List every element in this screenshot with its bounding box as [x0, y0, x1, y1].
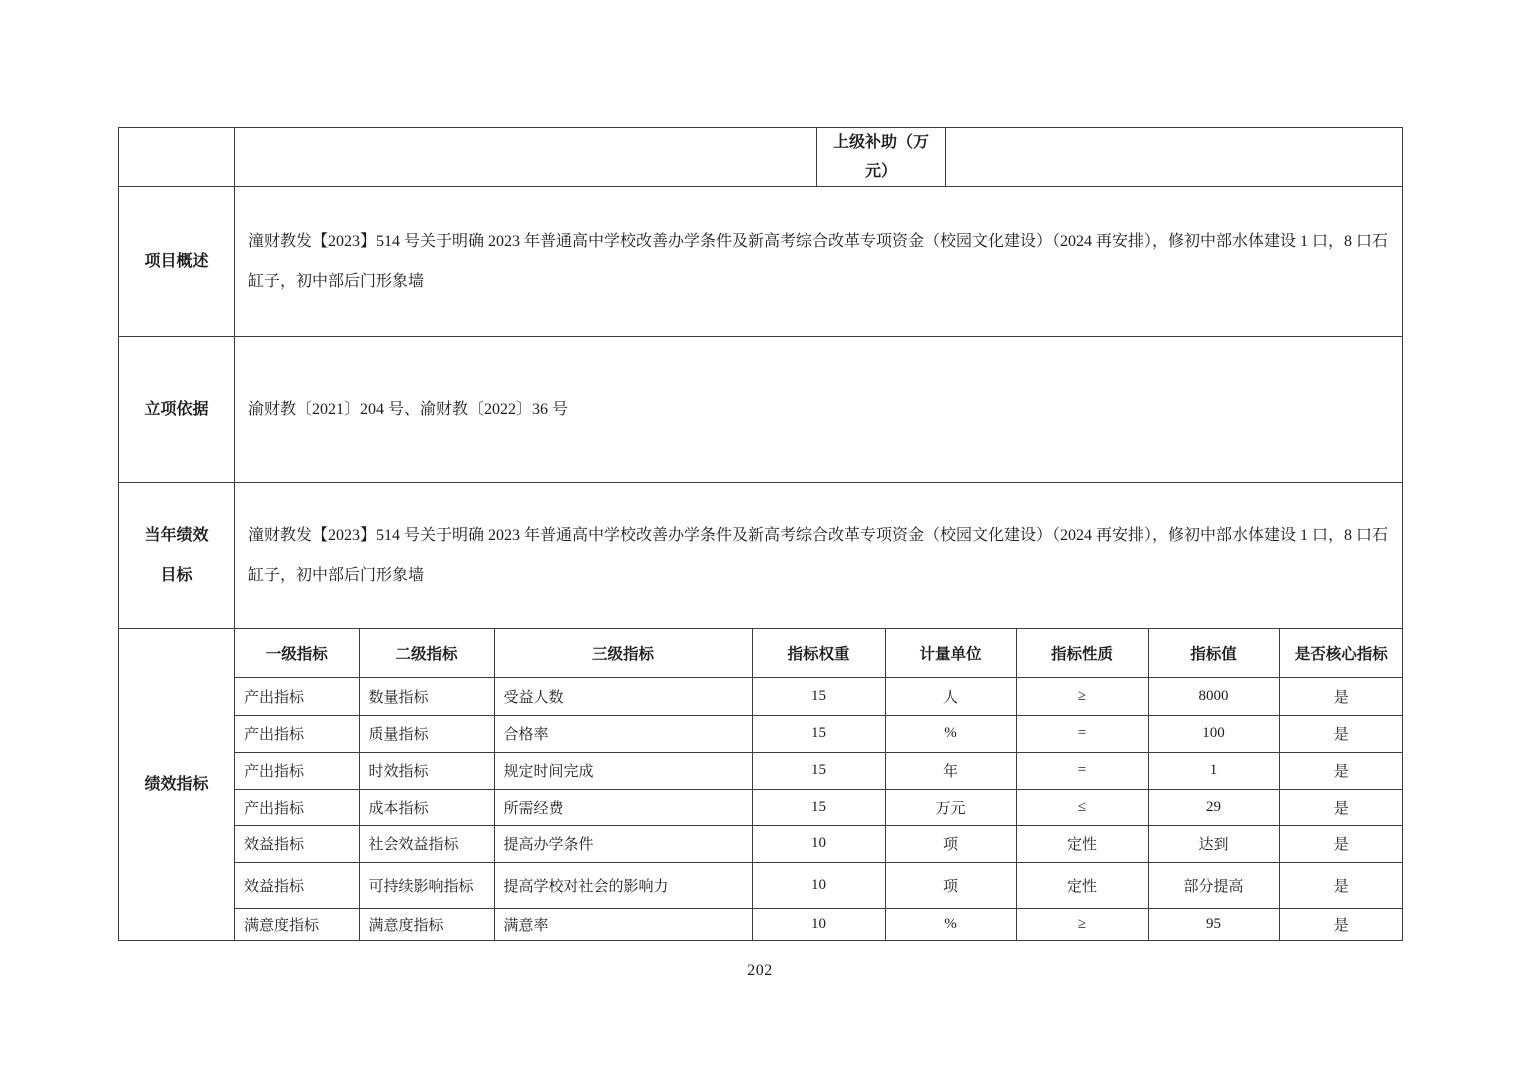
performance-indicators-row	[119, 629, 1403, 941]
indicator-cell: 万元	[885, 789, 1016, 825]
indicator-header-cell: 一级指标	[235, 629, 359, 677]
indicator-cell: 部分提高	[1148, 862, 1279, 908]
indicator-cell: =	[1016, 752, 1148, 789]
indicator-cell: 是	[1279, 862, 1403, 908]
indicator-cell: 95	[1148, 908, 1279, 940]
indicator-cell: 产出指标	[235, 752, 359, 789]
indicator-header-cell: 指标值	[1148, 629, 1279, 677]
superior-subsidy-value-cell	[946, 128, 1403, 187]
indicator-row	[235, 825, 1403, 862]
indicator-row	[235, 862, 1403, 908]
indicator-cell: 所需经费	[494, 789, 752, 825]
indicator-cell: 社会效益指标	[359, 825, 494, 862]
indicator-table-cell	[235, 629, 1403, 941]
section-label-project-overview: 项目概述	[119, 187, 235, 337]
indicator-cell: 数量指标	[359, 677, 494, 715]
indicator-cell: 合格率	[494, 715, 752, 752]
indicator-cell: 效益指标	[235, 825, 359, 862]
indicator-row	[235, 908, 1403, 940]
page-number: 202	[747, 962, 773, 979]
section-label-performance-indicators: 绩效指标	[119, 629, 235, 941]
indicator-cell: 15	[752, 752, 885, 789]
indicator-cell: 产出指标	[235, 677, 359, 715]
indicator-cell: =	[1016, 715, 1148, 752]
indicator-cell: 10	[752, 825, 885, 862]
indicator-row	[235, 752, 1403, 789]
indicator-cell: 人	[885, 677, 1016, 715]
section-label-project-basis: 立项依据	[119, 337, 235, 483]
indicator-header-cell: 二级指标	[359, 629, 494, 677]
indicator-cell: 质量指标	[359, 715, 494, 752]
indicator-row	[235, 715, 1403, 752]
indicator-cell: ≥	[1016, 677, 1148, 715]
indicator-cell: 是	[1279, 677, 1403, 715]
indicator-header-cell: 三级指标	[494, 629, 752, 677]
indicator-cell: %	[885, 715, 1016, 752]
indicator-cell: 达到	[1148, 825, 1279, 862]
indicator-cell: 可持续影响指标	[359, 862, 494, 908]
indicator-cell: 成本指标	[359, 789, 494, 825]
indicator-cell: 是	[1279, 789, 1403, 825]
indicator-cell: ≥	[1016, 908, 1148, 940]
indicator-header-cell: 指标权重	[752, 629, 885, 677]
indicator-cell: 是	[1279, 715, 1403, 752]
top-row-empty-cell	[235, 128, 817, 187]
indicator-cell: 效益指标	[235, 862, 359, 908]
section-label-annual-goal: 当年绩效目标	[119, 483, 235, 629]
indicator-row	[235, 677, 1403, 715]
indicator-cell: 满意度指标	[235, 908, 359, 940]
superior-subsidy-label-cell: 上级补助（万元）	[817, 128, 946, 187]
indicator-cell: %	[885, 908, 1016, 940]
project-overview-row	[119, 187, 1403, 337]
indicator-cell: 满意度指标	[359, 908, 494, 940]
indicator-cell: 规定时间完成	[494, 752, 752, 789]
indicator-cell: 定性	[1016, 862, 1148, 908]
indicator-cell: 提高学校对社会的影响力	[494, 862, 752, 908]
indicator-cell: 15	[752, 677, 885, 715]
indicator-cell: 是	[1279, 752, 1403, 789]
subsidy-row	[119, 128, 1403, 187]
indicator-cell: 10	[752, 862, 885, 908]
indicator-cell: 时效指标	[359, 752, 494, 789]
indicator-cell: ≤	[1016, 789, 1148, 825]
indicator-cell: 受益人数	[494, 677, 752, 715]
indicator-cell: 提高办学条件	[494, 825, 752, 862]
indicator-cell: 10	[752, 908, 885, 940]
indicator-table-body	[235, 677, 1403, 940]
indicator-cell: 定性	[1016, 825, 1148, 862]
project-basis-row	[119, 337, 1403, 483]
indicator-cell: 是	[1279, 908, 1403, 940]
indicator-header-row	[235, 629, 1403, 677]
indicator-row	[235, 789, 1403, 825]
annual-performance-goal-row	[119, 483, 1403, 629]
indicator-cell: 100	[1148, 715, 1279, 752]
indicator-header-cell: 计量单位	[885, 629, 1016, 677]
indicator-cell: 产出指标	[235, 715, 359, 752]
indicator-cell: 是	[1279, 825, 1403, 862]
project-budget-table	[118, 127, 1403, 941]
project-basis-content: 渝财教〔2021〕204 号、渝财教〔2022〕36 号	[235, 337, 1403, 483]
project-overview-content: 潼财教发【2023】514 号关于明确 2023 年普通高中学校改善办学条件及新高考综合改革专项资金（校园文化建设）（2024 再安排），修初中部水体建设 1 口，8 口石缸子，初中部后门形象墙	[235, 187, 1403, 337]
indicator-cell: 8000	[1148, 677, 1279, 715]
indicator-header-cell: 指标性质	[1016, 629, 1148, 677]
indicator-cell: 15	[752, 789, 885, 825]
indicator-table	[235, 629, 1403, 940]
indicator-cell: 满意率	[494, 908, 752, 940]
indicator-cell: 项	[885, 825, 1016, 862]
top-row-empty-label-cell	[119, 128, 235, 187]
annual-goal-content: 潼财教发【2023】514 号关于明确 2023 年普通高中学校改善办学条件及新高考综合改革专项资金（校园文化建设）（2024 再安排），修初中部水体建设 1 口，8 口石缸子，初中部后门形象墙	[235, 483, 1403, 629]
indicator-cell: 15	[752, 715, 885, 752]
indicator-cell: 1	[1148, 752, 1279, 789]
indicator-header-cell: 是否核心指标	[1279, 629, 1403, 677]
indicator-cell: 项	[885, 862, 1016, 908]
indicator-cell: 年	[885, 752, 1016, 789]
indicator-cell: 产出指标	[235, 789, 359, 825]
indicator-cell: 29	[1148, 789, 1279, 825]
